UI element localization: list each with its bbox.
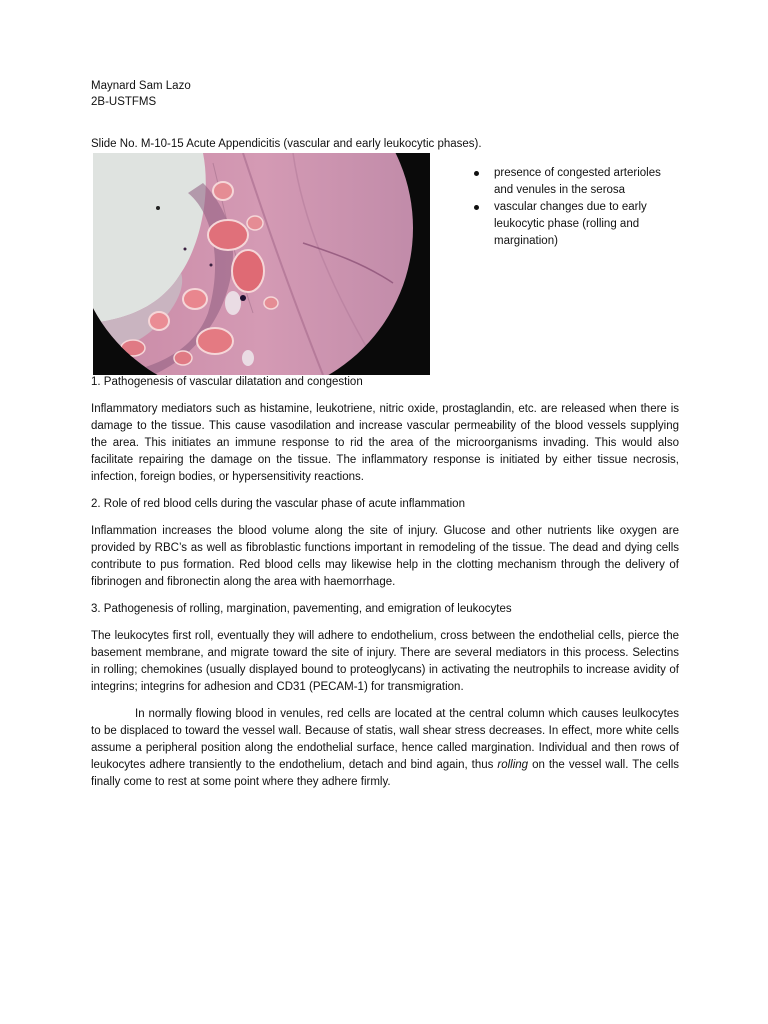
bullet-dot-icon (474, 171, 479, 176)
final-paragraph-emphasis: rolling (497, 759, 529, 771)
bullet-item (472, 165, 672, 199)
section-paragraph-1: Inflammatory mediators such as histamine, leukotriene, nitric oxide, prostaglandin, etc. are released when there is damage to the tissue. This cause vasodilation and increase vascular permeability of the blood vessels supplying the area. This initiates an immune response to rid the area of the microorganisms invading. This would also facilitate repairing the damage on the tissue. The inflammatory response is initiated by either tissue necrosis, infection, foreign bodies, or hypersensitivity reactions. (91, 403, 679, 483)
final-paragraph (91, 706, 679, 791)
slide-title: Slide No. M-10-15 Acute Appendicitis (vascular and early leukocytic phases). (91, 138, 482, 150)
author-block (91, 78, 191, 110)
section-heading-1: 1. Pathogenesis of vascular dilatation and congestion (91, 376, 363, 388)
section-paragraph-2: Inflammation increases the blood volume along the site of injury. Glucose and other nutrients like oxygen are provided by RBC’s as well as fibroblastic functions important in remodeling of the tissue. The dead and dying cells contribute to pus formation. Red blood cells may likewise help in the clotting mechanism through the delivery of fibrinogen and fibronectin along the area with haemorrhage. (91, 525, 679, 588)
micrograph-image (93, 153, 430, 375)
findings-bullet-list (472, 165, 672, 250)
section-heading-2: 2. Role of red blood cells during the vascular phase of acute inflammation (91, 498, 465, 510)
bullet-text: vascular changes due to early leukocytic phase (rolling and margination) (494, 201, 647, 247)
final-paragraph-text-end: on the vessel wall. The cells finally come to rest at some point where they adhere firmly. (91, 759, 680, 788)
author-section: 2B-USTFMS (91, 96, 157, 108)
bullet-dot-icon (474, 205, 479, 210)
micrograph-illustration (93, 153, 430, 375)
section-heading-3: 3. Pathogenesis of rolling, margination, pavementing, and emigration of leukocytes (91, 603, 512, 615)
bullet-text: presence of congested arterioles and venules in the serosa (494, 167, 661, 196)
bullet-item (472, 199, 672, 250)
body-text (91, 374, 679, 791)
section-paragraph-3: The leukocytes first roll, eventually they will adhere to endothelium, cross between the endothelial cells, pierce the basement membrane, and migrate toward the site of injury. There are several mediators in this process. Selectins in rolling; chemokines (usually displayed bound to proteoglycans) in activating the neutrophils to increase avidity of integrins; integrins for adhesion and CD31 (PECAM-1) for transmigration. (91, 630, 679, 693)
author-name: Maynard Sam Lazo (91, 80, 191, 92)
final-paragraph-text-start: In normally flowing blood in venules, red cells are located at the central column which causes leulkocytes to be displaced to toward the vessel wall. Because of statis, wall shear stress decreases. In effect, more white cells assume a peripheral position along the endothelial surface, hence called margination. Individual and then rows of leukocytes adhere transiently to the endothelium, detach and bind again, thus (91, 708, 679, 771)
